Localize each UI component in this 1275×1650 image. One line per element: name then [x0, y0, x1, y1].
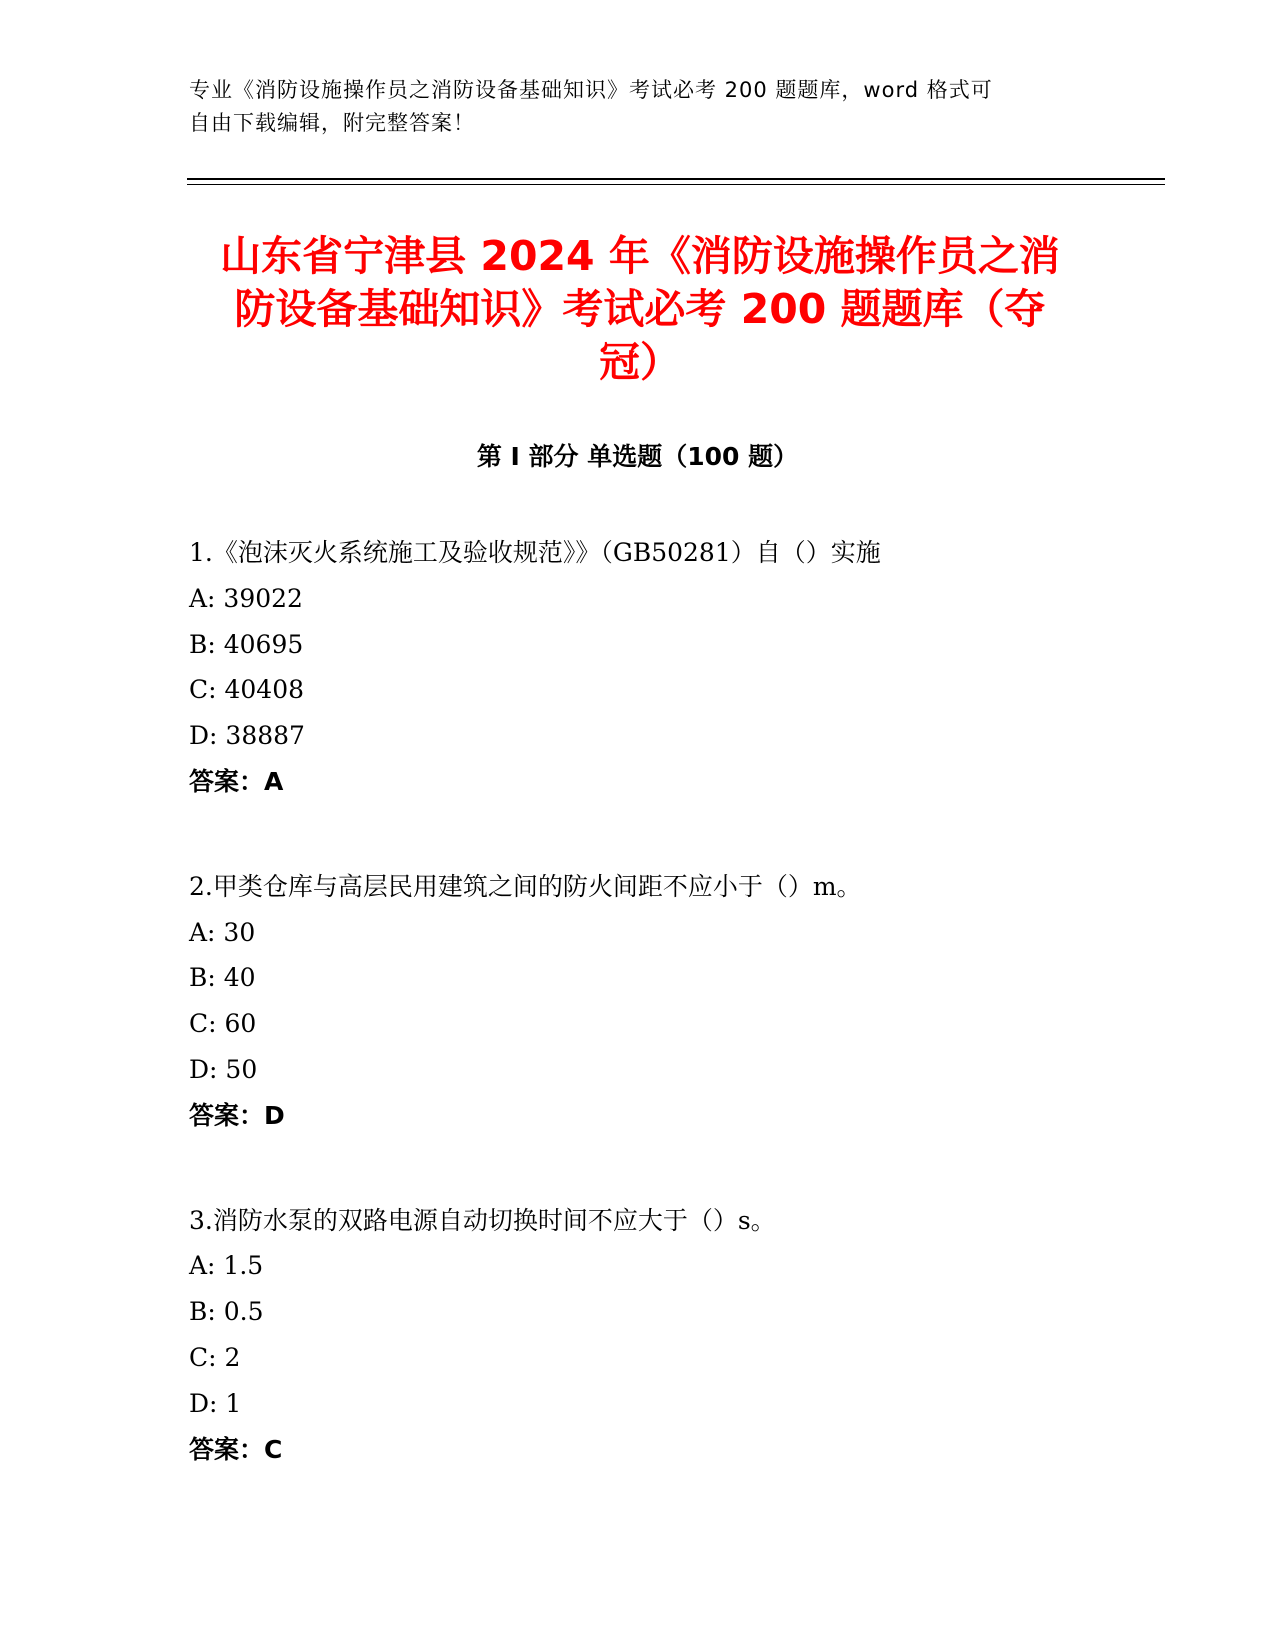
header-divider-thin [187, 184, 1165, 185]
header-divider-thick [187, 178, 1165, 180]
option-a: A: 30 [189, 917, 256, 947]
option-d: D: 38887 [189, 721, 305, 751]
answer-key: 答案：A [189, 766, 284, 796]
option-b: B: 40695 [189, 629, 304, 659]
header-note-line-1: 专业《消防设施操作员之消防设备基础知识》考试必考 200 题题库，word 格式可 [189, 78, 993, 102]
question-stem: 3.消防水泵的双路电源自动切换时间不应大于（）s。 [189, 1205, 776, 1235]
header-note-line-2: 自由下载编辑，附完整答案！ [189, 111, 475, 135]
option-c: C: 60 [189, 1009, 257, 1039]
question-stem: 2.甲类仓库与高层民用建筑之间的防火间距不应小于（）m。 [189, 871, 862, 901]
title-line-3: 冠） [599, 338, 681, 386]
option-d: D: 50 [189, 1054, 258, 1084]
title-line-2: 防设备基础知识》考试必考 200 题题库（夺 [234, 285, 1046, 333]
option-b: B: 0.5 [189, 1297, 264, 1327]
option-a: A: 1.5 [189, 1251, 264, 1281]
option-a: A: 39022 [189, 583, 303, 613]
answer-key: 答案：C [189, 1434, 283, 1464]
section-title: 第 I 部分 单选题（100 题） [476, 442, 799, 471]
question-item [189, 864, 1149, 1139]
option-b: B: 40 [189, 963, 256, 993]
question-item [189, 1198, 1149, 1473]
title-line-1: 山东省宁津县 2024 年《消防设施操作员之消 [220, 232, 1060, 280]
document-title [160, 230, 1120, 389]
option-d: D: 1 [189, 1388, 242, 1418]
answer-key: 答案：D [189, 1100, 285, 1130]
option-c: C: 2 [189, 1342, 241, 1372]
question-item [189, 530, 1149, 805]
option-c: C: 40408 [189, 675, 305, 705]
document-header-note [189, 74, 1089, 140]
question-stem: 1.《泡沫灭火系统施工及验收规范》》（GB50281）自（）实施 [189, 538, 881, 567]
question-list [189, 530, 1149, 1531]
